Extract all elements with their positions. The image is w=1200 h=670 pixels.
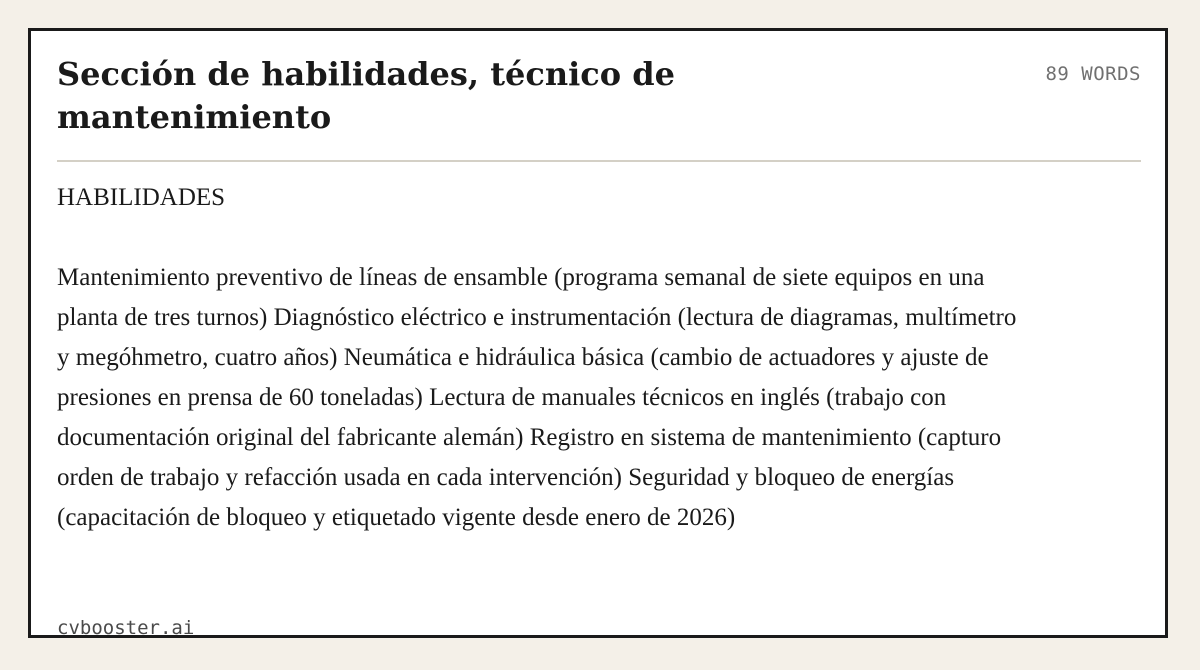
document-title: Sección de habilidades, técnico de mantenimiento bbox=[57, 55, 675, 136]
section-heading: HABILIDADES bbox=[57, 184, 226, 211]
document-body bbox=[57, 178, 1017, 538]
skills-paragraph: Mantenimiento preventivo de líneas de ensamble (programa semanal de siete equipos en una planta de tres turnos) Diagnóstico eléctrico e instrumentación (lectura de diagramas, multímetro y megóhmetro, cuatro años) Neumática e hidráulica básica (cambio de actuadores y ajuste de presiones en prensa de 60 toneladas) Lectura de manuales técnicos en inglés (trabajo con documentación original del fabricante alemán) Registro en sistema de mantenimiento (capturo orden de trabajo y refacción usada en cada intervención) Seguridad y bloqueo de energías (capacitación de bloqueo y etiquetado vigente desde enero de 2026) bbox=[57, 264, 1017, 531]
word-count-badge: 89 WORDS bbox=[1045, 63, 1141, 85]
paragraph-spacer bbox=[57, 218, 1017, 258]
document-header bbox=[57, 53, 1141, 161]
footer-brand: cvbooster.ai bbox=[57, 617, 195, 639]
document-card bbox=[28, 28, 1168, 638]
header-divider bbox=[57, 160, 1141, 162]
